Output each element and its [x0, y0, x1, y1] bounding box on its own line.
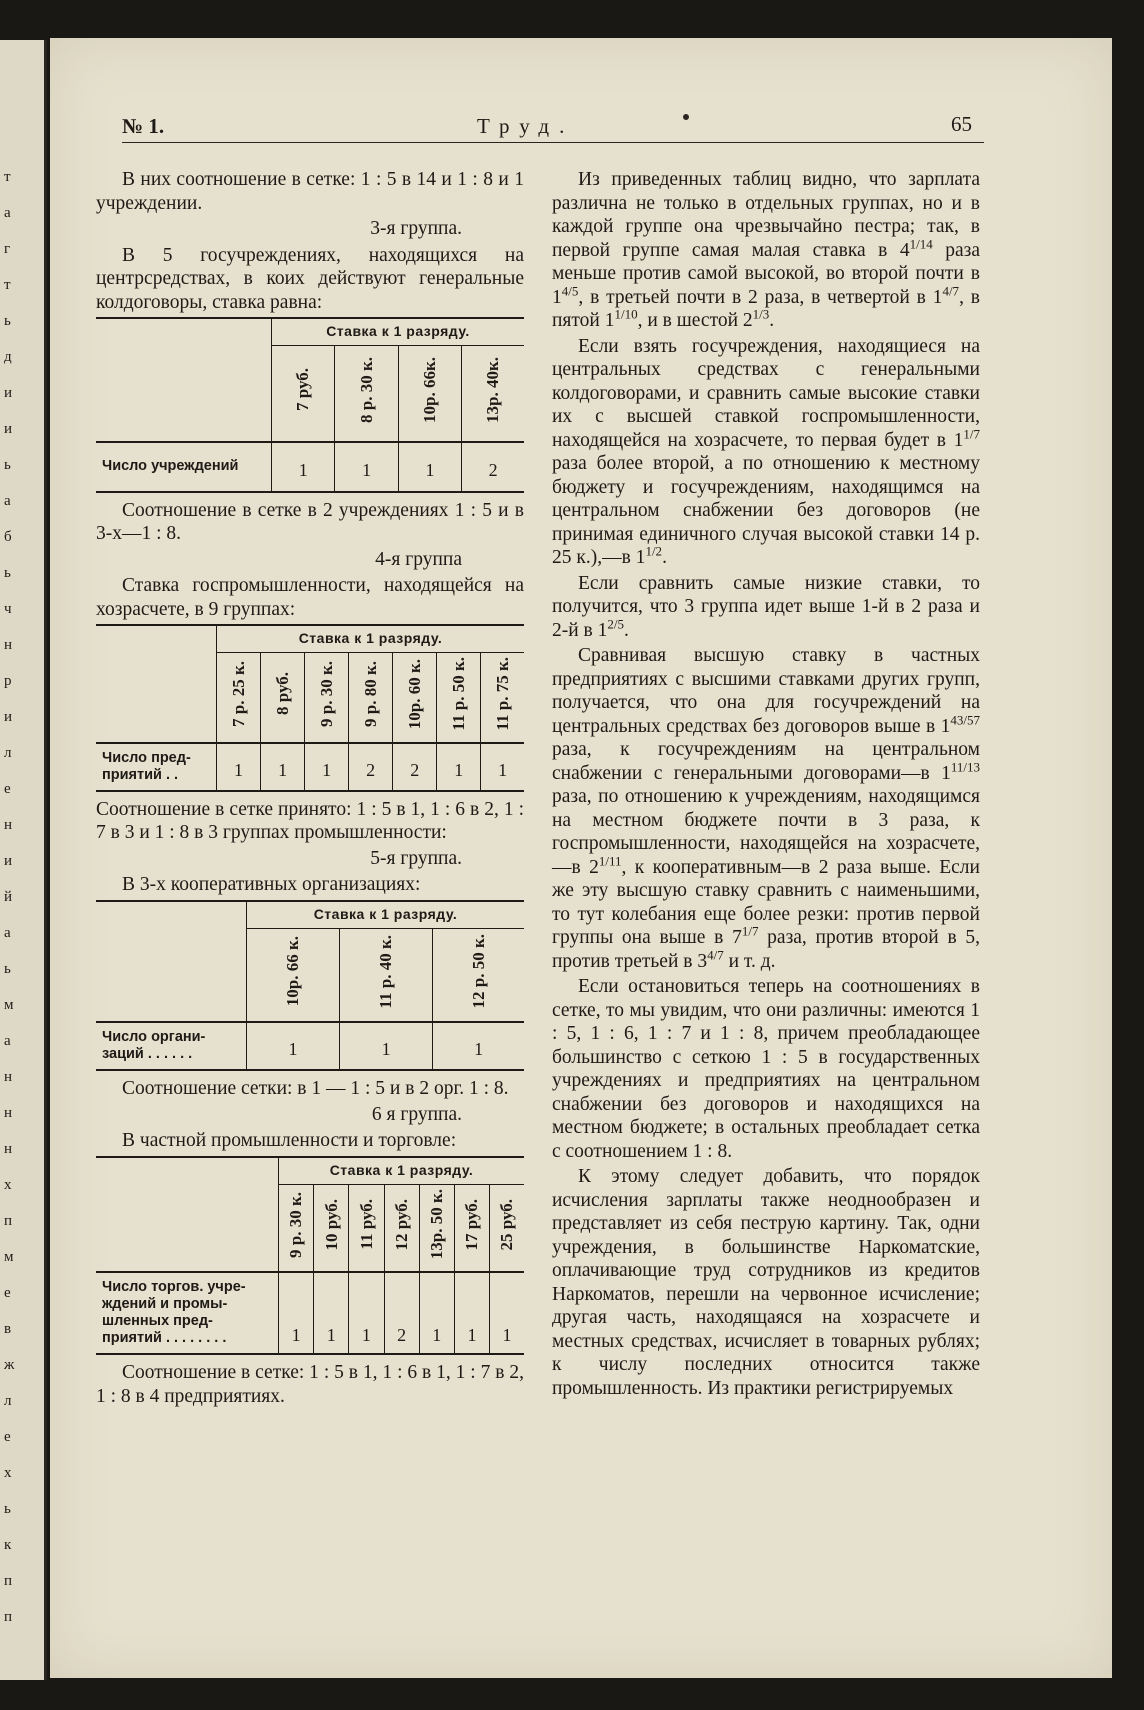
rate-cell: 8 руб.: [272, 672, 292, 716]
row-label: [96, 743, 217, 791]
count-cell: 2: [384, 1272, 419, 1354]
edge-char: ч: [4, 601, 12, 617]
edge-char: и: [4, 709, 13, 725]
edge-char: и: [4, 421, 13, 437]
row-label-line: приятий . .: [102, 766, 179, 783]
right-column: [552, 168, 980, 1402]
row-label-line: шленных пред-: [102, 1313, 213, 1329]
edge-char: п: [4, 1213, 13, 1229]
group-heading: 3-я группа.: [370, 218, 462, 239]
fraction: 11/13: [950, 759, 980, 774]
rate-cell: 9 р. 30 к.: [286, 1191, 306, 1258]
table-header: Ставка к 1 разряду.: [279, 1157, 525, 1185]
edge-char: м: [4, 1249, 14, 1265]
edge-char: г: [4, 241, 11, 257]
rate-cell: 9 р. 80 к.: [360, 661, 380, 727]
rate-table-group4: [96, 624, 524, 792]
row-label-line: Число органи-: [102, 1029, 206, 1045]
rate-cell: 7 руб.: [293, 368, 313, 412]
edge-char: а: [4, 925, 11, 941]
text-run: , к кооперативным—в 2 раза выше. Если же эту высшую ставку сравнить с наименьшими, то тут колебания еще более резки: против первой группы она выше в 7: [552, 856, 980, 948]
paragraph: Соотношение в сетке принято: 1 : 5 в 1, 1 : 6 в 2, 1 : 7 в 3 и 1 : 8 в 3 группах промышленности:: [96, 798, 524, 843]
edge-char: м: [4, 997, 14, 1013]
paragraph: Соотношение в сетке в 2 учреждениях 1 : 5 и в 3-х—1 : 8.: [96, 499, 524, 544]
edge-char: н: [4, 1069, 13, 1085]
text-run: раза более второй, а по отношению к местному бюджету и госучреждениям, находящимся на центральном снабжении без договоров (не принимая единичного случая высокой ставки 14 р. 25 к.),—в 1: [552, 453, 980, 568]
paragraph: Соотношение сетки: в 1 — 1 : 5 и в 2 орг. 1 : 8.: [122, 1078, 509, 1099]
rate-cell: 11 р. 75 к.: [492, 657, 512, 731]
fraction: 1/10: [614, 306, 638, 322]
edge-char: б: [4, 529, 12, 545]
edge-char: н: [4, 817, 13, 833]
rate-cell: 8 р. 30 к.: [356, 357, 376, 423]
rate-table-group5: [96, 900, 524, 1072]
row-label-line: приятий . . . . . . . .: [102, 1330, 227, 1346]
edge-char: н: [4, 637, 13, 653]
fraction: 1/7: [963, 426, 980, 441]
fraction: 1/11: [598, 853, 622, 868]
group-heading: 4-я группа: [375, 548, 462, 570]
text-run: .: [624, 619, 629, 641]
count-cell: 1: [454, 1272, 489, 1354]
text-run: .: [662, 547, 667, 568]
edge-char: л: [4, 1393, 12, 1409]
page-number: 65: [951, 112, 972, 136]
edge-char: и: [4, 385, 13, 401]
fraction: 1/3: [752, 306, 770, 322]
text-run: Если сравнить самые низкие ставки, то получится, что 3 группа идет выше 1-й в 2 раза и 2-й в 1: [552, 572, 980, 641]
edge-char: а: [4, 1033, 11, 1049]
facing-page-edge: [0, 40, 47, 1680]
journal-title: Труд.: [477, 114, 575, 138]
edge-char: т: [4, 277, 11, 293]
count-cell: 1: [247, 1022, 340, 1070]
edge-char: ь: [4, 565, 11, 581]
fraction: 4/7: [942, 283, 960, 298]
paragraph: Если остановиться теперь на соотношениях в сетке, то мы увидим, что они различны: имеются 1 : 5, 1 : 6, 1 : 7 и 1 : 8, причем преобладающее большинство с сеткою 1 : 5 в государственных учреждениях и предприятиях на центральном снабжении без договоров и находящихся на местном бюджете; в остальных преобладает сетка с соотношением 1 : 8.: [552, 976, 980, 1162]
row-label: [96, 1022, 247, 1070]
rate-cell: 17 руб.: [462, 1198, 482, 1251]
paragraph: В 5 госучреждениях, находящихся на центрсредствах, в коих действуют генеральные колдоговоры, ставка равна:: [96, 244, 524, 313]
rate-cell: 11 р. 40 к.: [376, 934, 396, 1009]
fraction: 2/5: [607, 616, 625, 631]
edge-char: а: [4, 493, 11, 509]
paragraph: В 3-х кооперативных организациях:: [122, 874, 421, 895]
rate-cell: 25 руб.: [497, 1198, 517, 1251]
group-heading: 5-я группа.: [370, 847, 462, 869]
rate-cell: 12 руб.: [391, 1198, 411, 1251]
paragraph: [552, 644, 980, 973]
count-cell: 1: [340, 1022, 433, 1070]
edge-char: х: [4, 1465, 12, 1481]
row-label: [96, 1272, 279, 1354]
text-run: и т. д.: [723, 950, 776, 972]
edge-char: л: [4, 745, 12, 761]
row-label-line: заций . . . . . .: [102, 1046, 193, 1062]
count-cell: 1: [481, 743, 524, 791]
rate-cell: 11 руб.: [356, 1199, 376, 1250]
count-cell: 2: [393, 743, 437, 791]
paragraph: [552, 168, 980, 333]
paragraph: В них соотношение в сетке: 1 : 5 в 14 и 1 : 8 и 1 учреждении.: [96, 169, 524, 214]
row-label-line: ждений и промы-: [102, 1296, 228, 1312]
paragraph: В частной промышленности и торговле:: [122, 1130, 457, 1151]
rate-cell: 12 р. 50 к.: [468, 934, 488, 1009]
fraction: 1/7: [741, 923, 759, 939]
edge-char: е: [4, 1429, 11, 1445]
edge-char: н: [4, 1141, 13, 1157]
fraction: 4/7: [707, 947, 724, 962]
edge-char: ь: [4, 961, 11, 977]
text-run: , в пятой 1: [552, 286, 980, 331]
text-run: раза, по отношению к учреждениям, находящимся на местном бюджете почти в 3 раза, к госпромышленности, находящейся на хозрасчете,—в 2: [552, 786, 980, 878]
edge-char: д: [4, 349, 12, 365]
edge-char: н: [4, 1105, 13, 1121]
edge-char: в: [4, 1321, 12, 1337]
rate-cell: 10 руб.: [321, 1198, 341, 1251]
edge-char: п: [4, 1609, 13, 1625]
count-cell: 1: [305, 743, 349, 791]
paragraph: Ставка госпромышленности, находящейся на хозрасчете, в 9 группах:: [96, 575, 524, 620]
edge-char: е: [4, 781, 11, 797]
rate-cell: 10р. 66 к.: [283, 936, 303, 1007]
edge-char: и: [4, 853, 13, 869]
edge-char: р: [4, 673, 12, 689]
rate-table-group6: [96, 1156, 524, 1356]
rate-cell: 10р. 66к.: [420, 357, 440, 423]
edge-char: й: [4, 889, 13, 905]
edge-char: х: [4, 1177, 12, 1193]
running-header: [122, 112, 984, 143]
paragraph: Соотношение в сетке: 1 : 5 в 1, 1 : 6 в 1, 1 : 7 в 2, 1 : 8 в 4 предприятиях.: [96, 1362, 524, 1407]
paragraph: [552, 572, 980, 643]
edge-char: п: [4, 1573, 13, 1589]
count-cell: 1: [217, 743, 261, 791]
text-run: , и в шестой 2: [637, 310, 753, 331]
rate-cell: 13р. 50 к.: [427, 1189, 447, 1260]
edge-char: к: [4, 1537, 12, 1553]
text-run: , в третьей почти в 2 раза, в четвертой в 1: [578, 286, 943, 308]
rate-cell: 9 р. 30 к.: [316, 661, 336, 727]
count-cell: 1: [437, 743, 481, 791]
group-heading: 6 я группа.: [371, 1103, 462, 1125]
table-header: Ставка к 1 разряду.: [247, 901, 525, 929]
count-cell: 2: [349, 743, 393, 791]
rate-cell: 11 р. 50 к.: [449, 657, 468, 731]
text-run: раза меньше против самой высокой, во второй почти в 1: [552, 239, 980, 308]
count-cell: 1: [314, 1272, 349, 1354]
fraction: 1/2: [645, 543, 663, 559]
text-run: Из приведенных таблиц видно, что зарплата различна не только в отдельных группах, но и в каждой группе она чрезвычайно пестра; так, в первой группе самая малая ставка в 4: [552, 169, 980, 261]
count-cell: 1: [335, 442, 398, 492]
text-run: Если взять госучреждения, находящиеся на центральных средствах с генеральными колдоговорами, и сравнить самые высокие ставки их с высшей ставкой госпромышленности, находящейся на хозрасчете, то первая будет в 1: [552, 335, 980, 451]
edge-char: ь: [4, 457, 11, 473]
text-run: раза, против второй в 5, против третьей в 3: [552, 927, 980, 972]
rate-cell: 13р. 40к.: [483, 357, 503, 423]
paragraph: [552, 335, 980, 570]
edge-char: ь: [4, 1501, 11, 1517]
row-label-line: Число торгов. учре-: [102, 1279, 246, 1295]
count-cell: 1: [272, 442, 335, 492]
rate-cell: 10р. 60 к.: [404, 658, 424, 730]
count-cell: 1: [433, 1022, 524, 1070]
edge-char: ж: [4, 1357, 15, 1373]
edge-char: е: [4, 1285, 11, 1301]
count-cell: 2: [462, 442, 524, 492]
left-column: [96, 168, 524, 1410]
row-label-line: Число пред-: [102, 749, 191, 766]
edge-char: т: [4, 169, 11, 185]
text-run: .: [769, 310, 775, 331]
count-cell: 1: [490, 1272, 524, 1354]
fraction: 43/57: [950, 712, 980, 727]
rate-table-group3: [96, 317, 524, 493]
text-run: раза, к госучреждениям на центральном снабжении с генеральными договорами—в 1: [552, 739, 980, 784]
count-cell: 1: [419, 1272, 454, 1354]
fraction: 4/5: [561, 283, 579, 298]
count-cell: 1: [279, 1272, 314, 1354]
table-header: Ставка к 1 разряду.: [217, 625, 525, 653]
issue-number: № 1.: [122, 114, 165, 138]
rate-cell: 7 р. 25 к.: [228, 661, 248, 727]
text-run: Сравнивая высшую ставку в частных предприятиях с высшими ставками других групп, получается, что она для госучреждений на центральных средствах без договоров выше в 1: [552, 645, 980, 737]
count-cell: 1: [398, 442, 461, 492]
count-cell: 1: [261, 743, 305, 791]
row-label: Число учреждений: [102, 458, 239, 474]
edge-char: ь: [4, 313, 11, 329]
edge-char: а: [4, 205, 11, 221]
paragraph: К этому следует добавить, что порядок исчисления зарплаты также неоднообразен и представляет из себя пеструю картину. Так, одни учреждения, в большинстве Наркоматские, оплачивающие труд сотрудников из кредитов Наркоматов, перешли на червонное исчисление; другая часть, находящаяся на хозрасчете и местных средствах, исчисляет в товарных рублях; к числу последних относится также промышленность. Из практики регистрируемых: [552, 1166, 980, 1399]
fraction: 1/14: [909, 236, 933, 251]
table-header: Ставка к 1 разряду.: [272, 318, 525, 346]
count-cell: 1: [349, 1272, 384, 1354]
